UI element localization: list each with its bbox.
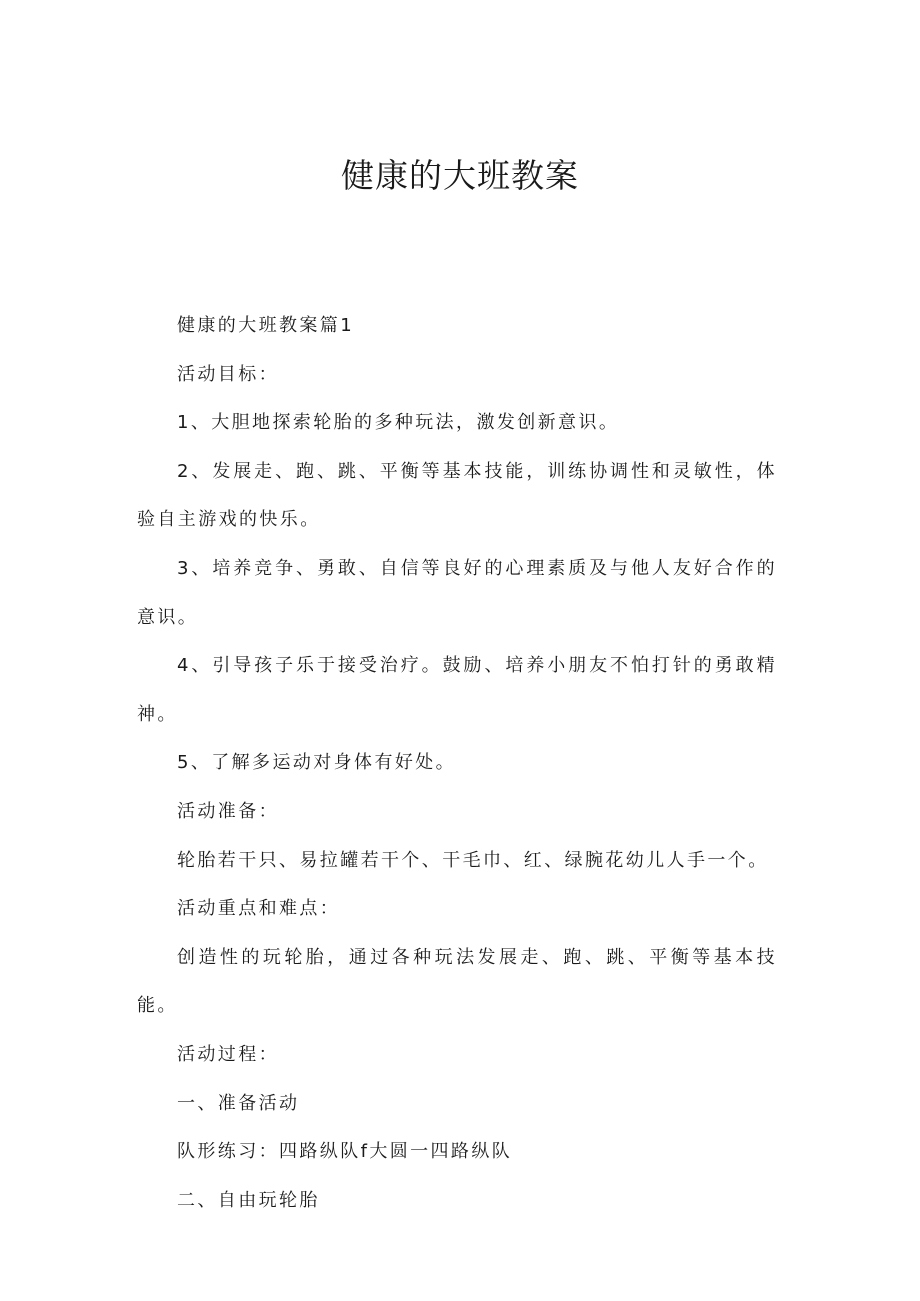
paragraph-objective-2: 2、发展走、跑、跳、平衡等基本技能，训练协调性和灵敏性，体验自主游戏的快乐。 — [137, 460, 777, 531]
paragraph-objective-1: 1、大胆地探索轮胎的多种玩法，激发创新意识。 — [177, 412, 620, 434]
paragraph-preparation: 轮胎若干只、易拉罐若干个、干毛巾、红、绿腕花幼儿人手一个。 — [177, 849, 769, 871]
paragraph-step-1: 一、准备活动 — [177, 1092, 300, 1114]
paragraph-preparation-label: 活动准备： — [177, 800, 279, 822]
paragraph-key-points-label: 活动重点和难点： — [177, 898, 341, 920]
paragraph-step-2: 二、自由玩轮胎 — [177, 1189, 320, 1211]
paragraph-key-points: 创造性的玩轮胎，通过各种玩法发展走、跑、跳、平衡等基本技能。 — [137, 946, 777, 1017]
paragraph-objective-5: 5、了解多运动对身体有好处。 — [177, 752, 457, 774]
paragraph-objective-3: 3、培养竞争、勇敢、自信等良好的心理素质及与他人友好合作的意识。 — [137, 557, 777, 628]
paragraph-objective-4: 4、引导孩子乐于接受治疗。鼓励、培养小朋友不怕打针的勇敢精神。 — [137, 655, 777, 725]
document-title: 健康的大班教案 — [341, 156, 579, 195]
paragraph-process-label: 活动过程： — [177, 1043, 279, 1065]
section-heading: 健康的大班教案篇1 — [177, 315, 355, 336]
paragraph-objectives-label: 活动目标： — [177, 363, 279, 385]
paragraph-formation: 队形练习：四路纵队f大圆一四路纵队 — [177, 1141, 513, 1163]
document-body — [137, 302, 777, 1225]
